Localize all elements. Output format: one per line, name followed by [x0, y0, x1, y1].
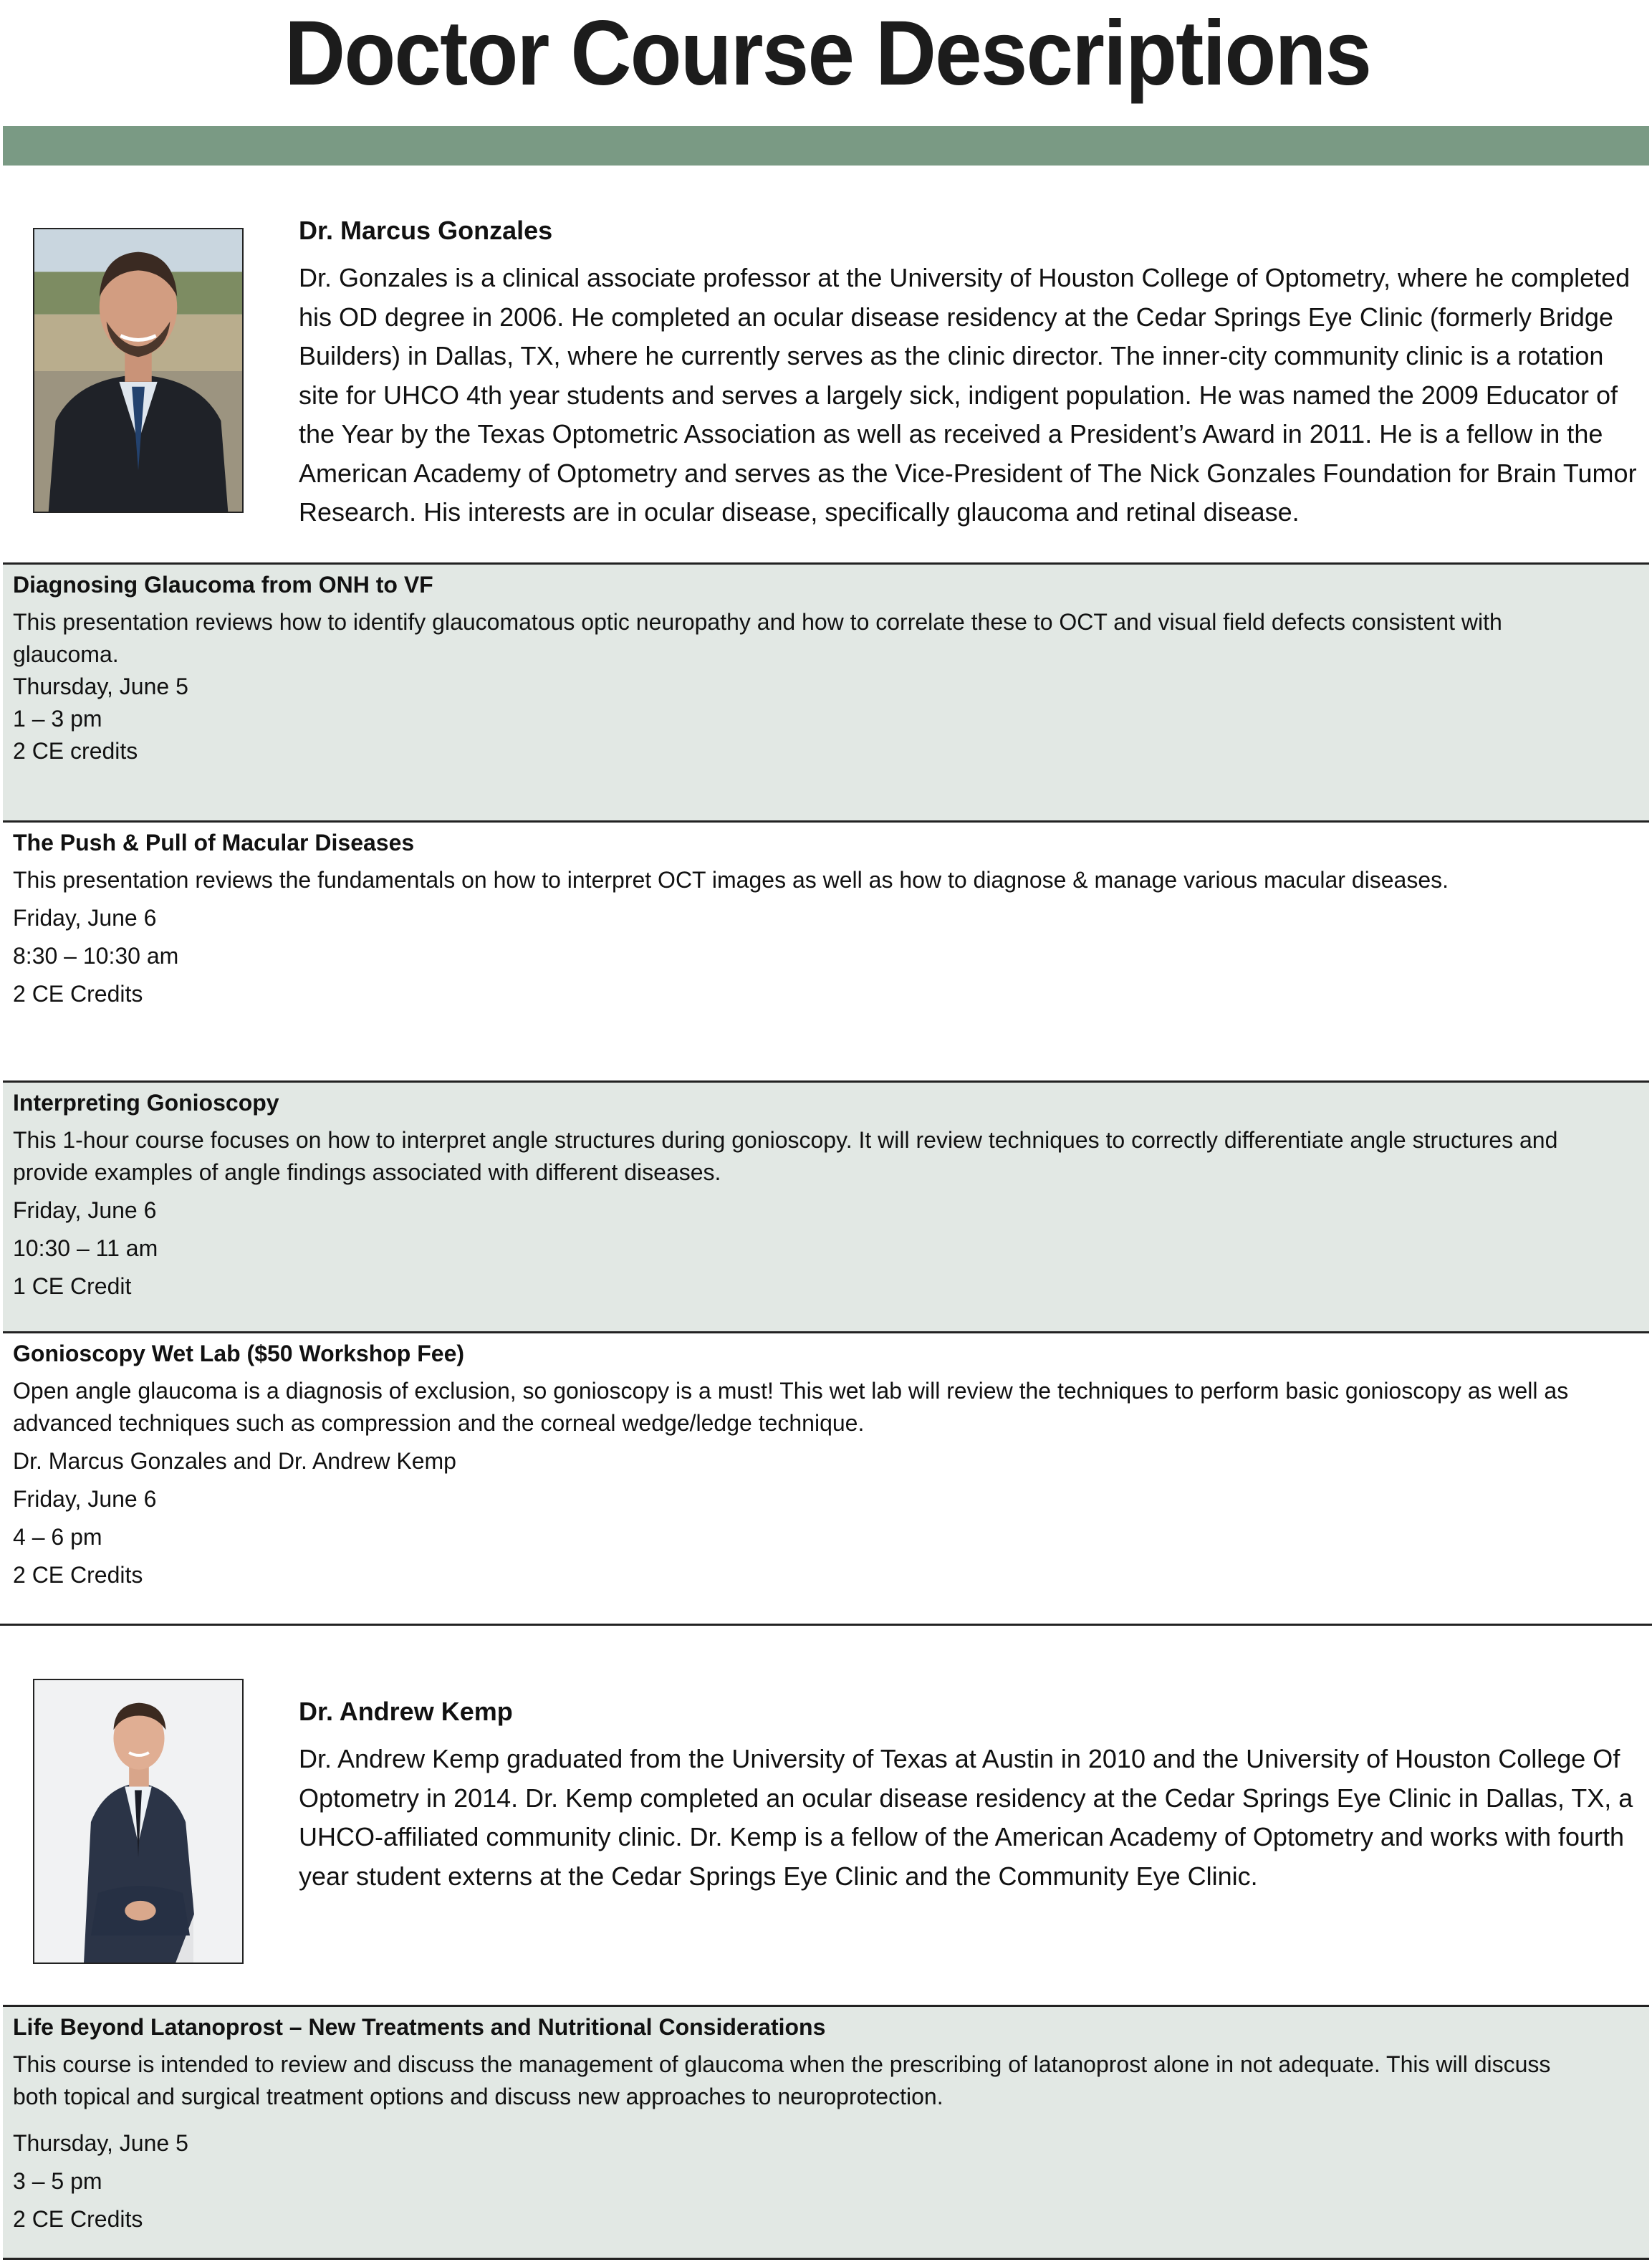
course-date: Friday, June 6 — [13, 1486, 157, 1512]
course-card — [3, 820, 1649, 1080]
doctor-bio-text: Dr. Andrew Kemp graduated from the University of Texas at Austin in 2010 and the University of Houston College Of Optometry in 2014. Dr. Kemp completed an ocular disease residency at the Cedar Springs Eye Clinic in Dallas, TX, a UHCO-affiliated community clinic. Dr. Kemp is a fellow of the American Academy of Optometry and works with fourth year student externs at the Cedar Springs Eye Clinic and the Community Eye Clinic. — [299, 1744, 1633, 1891]
course-title: Gonioscopy Wet Lab ($50 Workshop Fee) — [13, 1341, 465, 1366]
course-date: Thursday, June 5 — [13, 674, 188, 699]
portrait-photo-icon — [34, 229, 242, 512]
course-description: This course is intended to review and discuss the management of glaucoma when the prescribing of latanoprost alone in not adequate. This will discuss both topical and surgical treatment options and discuss new approaches to neuroprotection. — [13, 2051, 1551, 2109]
course-description: This presentation reviews the fundamentals on how to interpret OCT images as well as how to diagnose & manage various macular diseases. — [13, 867, 1449, 893]
doctor-bio-text: Dr. Gonzales is a clinical associate professor at the University of Houston College of Optometry, where he completed his OD degree in 2006. He completed an ocular disease residency at the Cedar Springs Eye Clinic (formerly Bridge Builders) in Dallas, TX, where he currently serves as the clinic director. The inner-city community clinic is a rotation site for UHCO 4th year students and serves a largely sick, indigent population. He was named the 2009 Educator of the Year by the Texas Optometric Association as well as received a President’s Award in 2011. He is a fellow in the American Academy of Optometry and serves as the Vice-President of The Nick Gonzales Foundation for Brain Tumor Research. His interests are in ocular disease, specifically glaucoma and retinal disease. — [299, 263, 1637, 527]
doctor-name: Dr. Marcus Gonzales — [299, 216, 553, 245]
course-description: Open angle glaucoma is a diagnosis of exclusion, so gonioscopy is a must! This wet lab will review the techniques to perform basic gonioscopy as well as advanced techniques such as compression and the corneal wedge/ledge technique. — [13, 1378, 1569, 1436]
course-description: This 1-hour course focuses on how to interpret angle structures during gonioscopy. It will review techniques to correctly differentiate angle structures and provide examples of angle findings associated with different diseases. — [13, 1127, 1558, 1185]
course-time: 10:30 – 11 am — [13, 1235, 158, 1261]
header-accent-band — [3, 126, 1649, 166]
course-description: This presentation reviews how to identify glaucomatous optic neuropathy and how to correlate these to OCT and visual field defects consistent with glaucoma. — [13, 609, 1502, 667]
course-card — [3, 562, 1649, 820]
course-card — [3, 1080, 1649, 1331]
course-card — [3, 1331, 1649, 1625]
doctor-bio-kemp — [0, 1624, 1652, 2005]
course-title: Interpreting Gonioscopy — [13, 1090, 279, 1116]
doctor-bio-gonzales — [0, 172, 1652, 562]
doctor-photo-kemp — [33, 1679, 244, 1964]
portrait-photo-icon — [34, 1680, 242, 1963]
course-time: 8:30 – 10:30 am — [13, 943, 179, 969]
course-credits: 2 CE Credits — [13, 2206, 143, 2232]
course-time: 4 – 6 pm — [13, 1524, 102, 1550]
course-credits: 2 CE Credits — [13, 981, 143, 1007]
doctor-photo-gonzales — [33, 228, 244, 513]
course-title: The Push & Pull of Macular Diseases — [13, 830, 415, 856]
course-credits: 2 CE credits — [13, 738, 138, 764]
course-credits: 1 CE Credit — [13, 1273, 132, 1299]
course-date: Thursday, June 5 — [13, 2130, 188, 2156]
bottom-divider — [3, 2258, 1649, 2260]
course-presenters: Dr. Marcus Gonzales and Dr. Andrew Kemp — [13, 1448, 456, 1474]
course-card — [3, 2005, 1649, 2258]
course-time: 3 – 5 pm — [13, 2168, 102, 2194]
course-credits: 2 CE Credits — [13, 1562, 143, 1588]
page-title: Doctor Course Descriptions — [284, 2, 1371, 105]
course-date: Friday, June 6 — [13, 905, 157, 931]
course-date: Friday, June 6 — [13, 1197, 157, 1223]
course-title: Diagnosing Glaucoma from ONH to VF — [13, 572, 433, 598]
course-time: 1 – 3 pm — [13, 706, 102, 732]
course-title: Life Beyond Latanoprost – New Treatments and Nutritional Considerations — [13, 2014, 826, 2040]
doctor-name: Dr. Andrew Kemp — [299, 1697, 513, 1726]
